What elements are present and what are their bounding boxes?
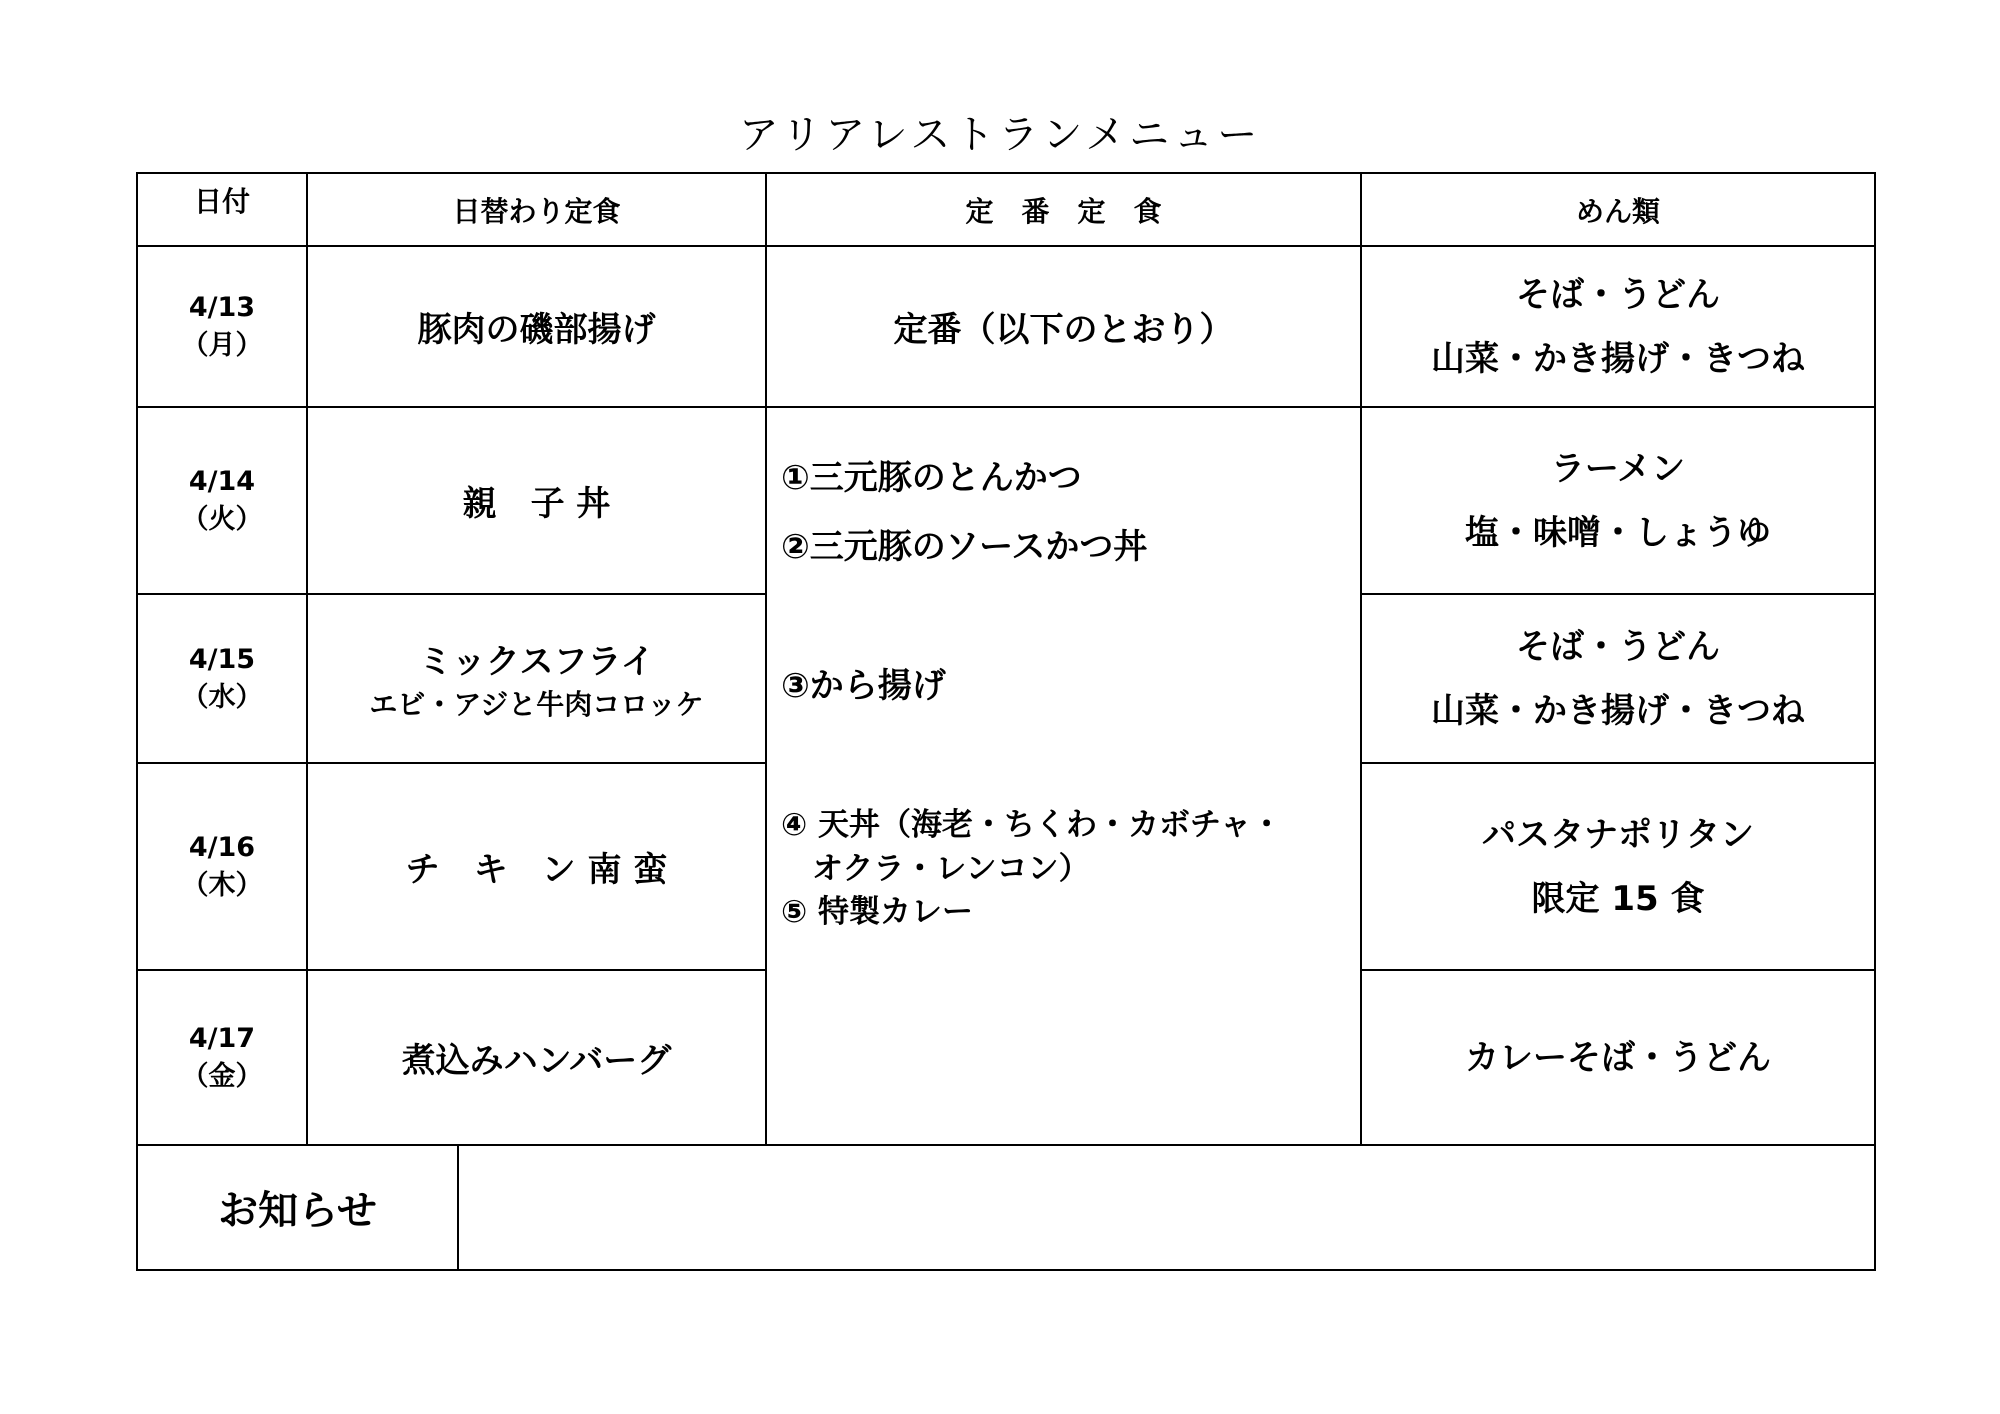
date-cell [137,407,307,594]
noodle-cell [1361,246,1875,407]
date-cell [137,246,307,407]
header-noodle: めん類 [1361,173,1875,246]
header-row [137,173,1875,246]
daily-dish: 煮込みハンバーグ [401,1041,672,1081]
teiban-item: ①三元豚のとんかつ [781,458,1082,498]
notice-row [137,1145,1875,1270]
date-cell [137,763,307,970]
noodle-line-1: カレーそば・うどん [1465,1037,1772,1078]
noodle-cell [1361,594,1875,763]
noodle-line-2: 塩・味噌・しょうゆ [1465,512,1772,553]
weekday-label: （月） [181,329,263,361]
weekday-label: （火） [181,503,263,535]
table-row [137,407,1875,594]
date-label: 4/13 [188,291,256,323]
noodle-cell [1361,970,1875,1145]
noodle-line-1: パスタナポリタン [1482,814,1755,855]
page-title: アリアレストランメニュー [738,112,1262,158]
weekday-label: （金） [181,1060,263,1092]
menu-table [136,172,1876,1271]
daily-dish: 親 子 丼 [462,484,611,524]
notice-label: お知らせ [137,1145,458,1270]
daily-cell [307,970,766,1145]
daily-dish: チ キ ン 南 蛮 [405,850,668,890]
noodle-cell [1361,407,1875,594]
teiban-item: ③から揚げ [781,666,946,706]
daily-dish: ミックスフライ [418,642,655,682]
noodle-line-1: ラーメン [1550,448,1686,489]
daily-cell [307,407,766,594]
date-label: 4/17 [188,1022,256,1054]
header-date: 日付 [137,173,307,246]
teiban-item: ⑤ 特製カレー [781,894,974,930]
daily-cell [307,763,766,970]
daily-dish-sub: エビ・アジと牛肉コロッケ [369,688,704,721]
notice-content [458,1145,1875,1270]
date-cell [137,970,307,1145]
daily-cell [307,594,766,763]
date-label: 4/14 [188,465,256,497]
header-teiban: 定 番 定 食 [766,173,1361,246]
date-label: 4/16 [188,831,256,863]
teiban-list-cell [766,407,1361,1145]
noodle-line-1: そば・うどん [1516,626,1721,667]
noodle-line-2: 山菜・かき揚げ・きつね [1431,690,1806,731]
noodle-line-1: そば・うどん [1516,274,1721,315]
date-cell [137,594,307,763]
teiban-note: 定番（以下のとおり） [766,246,1361,407]
weekday-label: （水） [181,681,263,713]
header-daily: 日替わり定食 [307,173,766,246]
table-row [137,246,1875,407]
teiban-item: オクラ・レンコン） [781,851,1090,887]
date-label: 4/15 [188,643,256,675]
daily-dish: 豚肉の磯部揚げ [417,310,656,350]
noodle-line-2: 山菜・かき揚げ・きつね [1431,338,1806,379]
daily-cell [307,246,766,407]
noodle-cell [1361,763,1875,970]
teiban-item: ②三元豚のソースかつ丼 [781,527,1148,567]
noodle-line-2: 限定 15 食 [1531,878,1705,919]
weekday-label: （木） [181,869,263,901]
teiban-list [781,408,1360,1144]
teiban-item: ④ 天丼（海老・ちくわ・カボチャ・ [781,807,1283,843]
